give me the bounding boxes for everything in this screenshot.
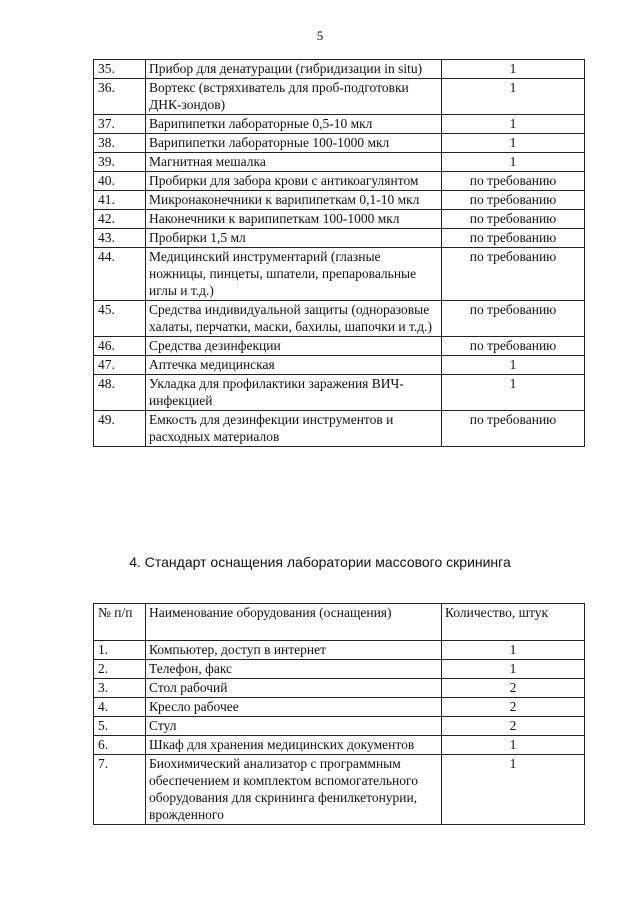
row-quantity: 1 (442, 755, 585, 825)
row-number: 43. (94, 229, 146, 248)
table-row (94, 698, 585, 717)
row-name: Магнитная мешалка (146, 153, 442, 172)
row-quantity: по требованию (442, 411, 585, 447)
row-number: 3. (94, 679, 146, 698)
row-quantity: 2 (442, 698, 585, 717)
row-name: Варипипетки лабораторные 0,5-10 мкл (146, 115, 442, 134)
row-name: Пробирки для забора крови с антикоагулянтом (146, 172, 442, 191)
row-quantity: 2 (442, 717, 585, 736)
screening-lab-equipment-table (93, 603, 585, 825)
row-quantity: 1 (442, 134, 585, 153)
row-number: 48. (94, 375, 146, 411)
row-name: Медицинский инструментарий (глазные ножницы, пинцеты, шпатели, препаровальные иглы и т.д.) (146, 248, 442, 301)
table-header-row (94, 604, 585, 641)
table-row (94, 375, 585, 411)
equipment-table-continued (93, 59, 585, 447)
table-row (94, 210, 585, 229)
row-name: Пробирки 1,5 мл (146, 229, 442, 248)
row-number: 47. (94, 356, 146, 375)
row-number: 36. (94, 79, 146, 115)
row-number: 40. (94, 172, 146, 191)
table-row (94, 679, 585, 698)
table-row (94, 115, 585, 134)
row-quantity: по требованию (442, 210, 585, 229)
row-quantity: 1 (442, 356, 585, 375)
row-quantity: 1 (442, 660, 585, 679)
row-quantity: по требованию (442, 172, 585, 191)
header-qty: Количество, штук (442, 604, 585, 641)
table-row (94, 717, 585, 736)
row-name: Средства индивидуальной защиты (одноразовые халаты, перчатки, маски, бахилы, шапочки и т.д.) (146, 301, 442, 337)
row-name: Шкаф для хранения медицинских документов (146, 736, 442, 755)
row-name: Наконечники к варипипеткам 100-1000 мкл (146, 210, 442, 229)
row-number: 7. (94, 755, 146, 825)
row-quantity: 1 (442, 641, 585, 660)
section-title: 4. Стандарт оснащения лаборатории массового скрининга (129, 554, 511, 570)
table-row (94, 337, 585, 356)
row-quantity: 1 (442, 736, 585, 755)
row-number: 6. (94, 736, 146, 755)
table-row (94, 60, 585, 79)
row-number: 37. (94, 115, 146, 134)
row-number: 1. (94, 641, 146, 660)
row-number: 39. (94, 153, 146, 172)
table-row (94, 356, 585, 375)
table-row (94, 641, 585, 660)
table-row (94, 172, 585, 191)
row-number: 4. (94, 698, 146, 717)
table-row (94, 736, 585, 755)
row-quantity: по требованию (442, 229, 585, 248)
row-quantity: по требованию (442, 337, 585, 356)
table-row (94, 229, 585, 248)
row-quantity: 1 (442, 375, 585, 411)
row-quantity: 1 (442, 60, 585, 79)
row-number: 42. (94, 210, 146, 229)
row-quantity: 2 (442, 679, 585, 698)
row-name: Варипипетки лабораторные 100-1000 мкл (146, 134, 442, 153)
row-number: 49. (94, 411, 146, 447)
table-row (94, 755, 585, 825)
row-name: Стул (146, 717, 442, 736)
row-name: Стол рабочий (146, 679, 442, 698)
row-name: Аптечка медицинская (146, 356, 442, 375)
row-number: 44. (94, 248, 146, 301)
row-name: Прибор для денатурации (гибридизации in situ) (146, 60, 442, 79)
row-number: 2. (94, 660, 146, 679)
row-name: Биохимический анализатор с программным обеспечением и комплектом вспомогательного оборудования для скрининга фенилкетонурии, врожденного (146, 755, 442, 825)
header-num: № п/п (94, 604, 146, 641)
row-number: 5. (94, 717, 146, 736)
page-number: 5 (316, 28, 324, 43)
row-number: 38. (94, 134, 146, 153)
row-quantity: по требованию (442, 191, 585, 210)
row-number: 41. (94, 191, 146, 210)
table-row (94, 660, 585, 679)
row-name: Телефон, факс (146, 660, 442, 679)
row-name: Кресло рабочее (146, 698, 442, 717)
table-row (94, 411, 585, 447)
table-row (94, 79, 585, 115)
row-name: Средства дезинфекции (146, 337, 442, 356)
row-quantity: 1 (442, 153, 585, 172)
row-quantity: 1 (442, 115, 585, 134)
table-row (94, 191, 585, 210)
row-quantity: по требованию (442, 301, 585, 337)
header-name: Наименование оборудования (оснащения) (146, 604, 442, 641)
row-name: Укладка для профилактики заражения ВИЧ-инфекцией (146, 375, 442, 411)
table-row (94, 301, 585, 337)
row-quantity: по требованию (442, 248, 585, 301)
row-name: Вортекс (встряхиватель для проб-подготовки ДНК-зондов) (146, 79, 442, 115)
row-quantity: 1 (442, 79, 585, 115)
table-row (94, 248, 585, 301)
row-number: 35. (94, 60, 146, 79)
row-number: 46. (94, 337, 146, 356)
row-number: 45. (94, 301, 146, 337)
table-row (94, 134, 585, 153)
table-row (94, 153, 585, 172)
row-name: Микронаконечники к варипипеткам 0,1-10 мкл (146, 191, 442, 210)
row-name: Емкость для дезинфекции инструментов и расходных материалов (146, 411, 442, 447)
row-name: Компьютер, доступ в интернет (146, 641, 442, 660)
